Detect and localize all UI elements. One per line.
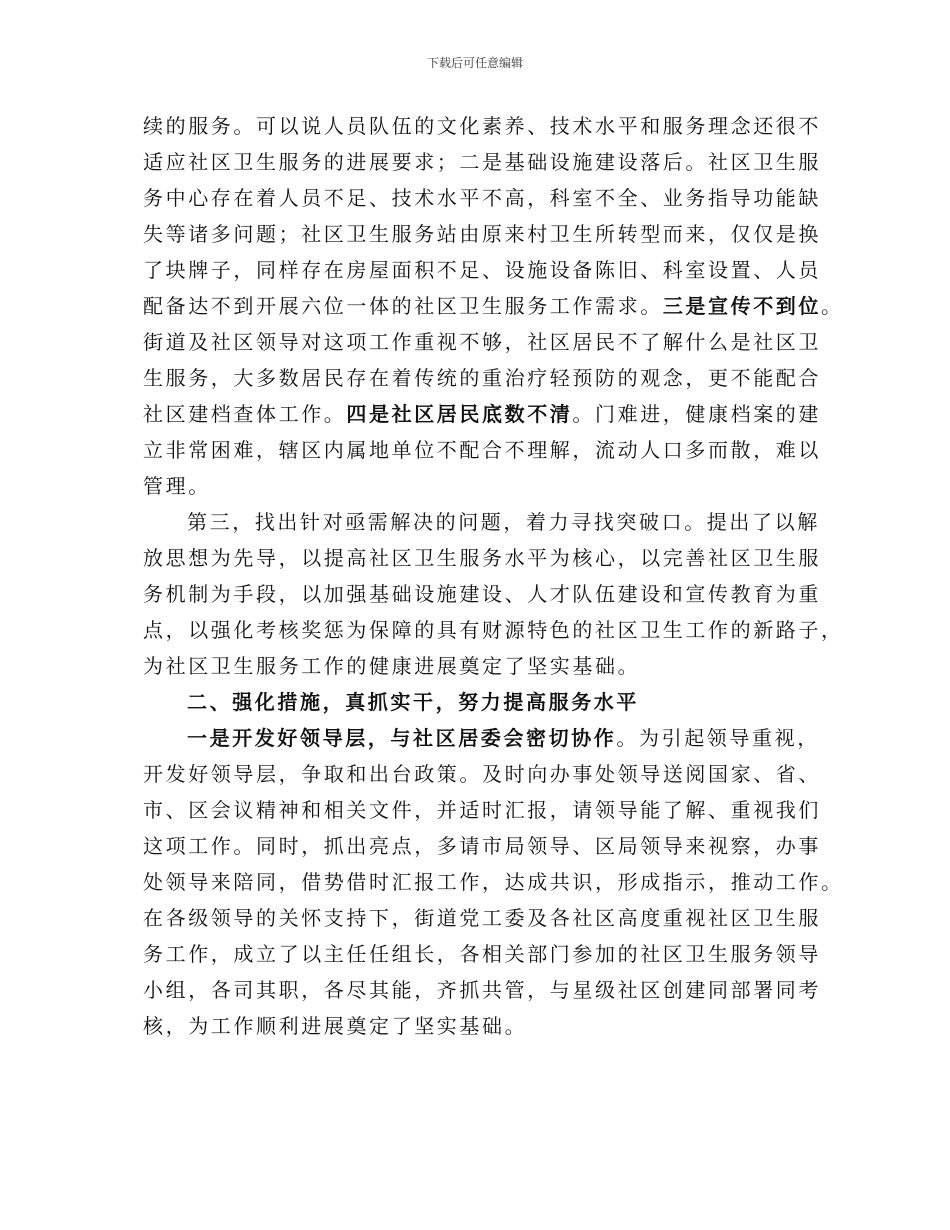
text-line <box>143 396 823 432</box>
text-segment: 了块牌子，同样存在房屋面积不足、设施设备陈旧、科室设置、人员 <box>143 258 821 282</box>
page-header: 下载后可任意编辑 <box>426 56 523 70</box>
bold-text-segment: 四是社区居民底数不清 <box>346 402 573 426</box>
text-segment: 务工作，成立了以主任任组长，各相关部门参加的社区卫生服务领导 <box>143 942 821 966</box>
text-line <box>143 432 823 468</box>
text-segment: 小组，各司其职，各尽其能，齐抓共管，与星级社区创建同部署同考 <box>143 978 821 1002</box>
text-segment: 街道及社区领导对这项工作重视不够，社区居民不了解什么是社区卫 <box>143 330 821 354</box>
text-segment: 续的服务。可以说人员队伍的文化素养、技术水平和服务理念还很不 <box>143 114 821 138</box>
text-line <box>143 720 823 756</box>
text-line <box>143 324 823 360</box>
text-line <box>143 900 823 936</box>
text-segment: 开发好领导层，争取和出台政策。及时向办事处领导送阅国家、省、 <box>143 762 821 786</box>
text-segment: 核，为工作顺利进展奠定了坚实基础。 <box>143 1014 528 1038</box>
text-line <box>143 180 823 216</box>
text-segment: 适应社区卫生服务的进展要求；二是基础设施建设落后。社区卫生服 <box>143 150 821 174</box>
text-segment: 第三，找出针对亟需解决的问题，着力寻找突破口。提出了以解 <box>187 510 820 534</box>
text-line <box>143 540 823 576</box>
text-segment: 失等诸多问题；社区卫生服务站由原来村卫生所转型而来，仅仅是换 <box>143 222 821 246</box>
text-segment: 生服务，大多数居民存在着传统的重治疗轻预防的观念，更不能配合 <box>143 366 821 390</box>
bold-text-segment: 一是开发好领导层，与社区居委会密切协作 <box>187 726 617 750</box>
text-segment: 这项工作。同时，抓出亮点，多请市局领导、区局领导来视察，办事 <box>143 834 821 858</box>
text-line <box>143 252 823 288</box>
text-segment: 配备达不到开展六位一体的社区卫生服务工作需求。 <box>143 294 663 318</box>
text-line <box>143 216 823 252</box>
text-segment: 社区建档查体工作。 <box>143 402 347 426</box>
text-line <box>143 756 823 792</box>
text-segment: 。 <box>821 294 844 318</box>
document-body <box>143 108 844 1044</box>
text-line <box>143 828 823 864</box>
text-segment: 在各级领导的关怀支持下，街道党工委及各社区高度重视社区卫生服 <box>143 906 821 930</box>
text-line <box>143 792 823 828</box>
text-line <box>143 972 823 1008</box>
text-line <box>143 612 844 648</box>
text-segment: 务机制为手段，以加强基础设施建设、人才队伍建设和宣传教育为重 <box>143 582 821 606</box>
bold-text-segment: 二、强化措施，真抓实干，努力提高服务水平 <box>187 690 639 714</box>
text-segment: 点，以强化考核奖惩为保障的具有财源特色的社区卫生工作的新路子， <box>143 618 844 642</box>
text-line <box>143 360 823 396</box>
text-line <box>143 468 823 504</box>
text-segment: 务中心存在着人员不足、技术水平不高，科室不全、业务指导功能缺 <box>143 186 821 210</box>
text-line <box>143 684 823 720</box>
text-segment: 为社区卫生服务工作的健康进展奠定了坚实基础。 <box>143 654 641 678</box>
text-segment: 。为引起领导重视， <box>616 726 820 750</box>
text-segment: 处领导来陪同，借势借时汇报工作，达成共识，形成指示，推动工作。 <box>143 870 844 894</box>
text-line <box>143 1008 823 1044</box>
text-segment: 管理。 <box>143 474 211 498</box>
text-line <box>143 504 823 540</box>
text-line <box>143 864 844 900</box>
text-segment: 市、区会议精神和相关文件，并适时汇报，请领导能了解、重视我们 <box>143 798 821 822</box>
text-line <box>143 648 823 684</box>
text-line <box>143 144 823 180</box>
text-line <box>143 108 823 144</box>
text-line <box>143 936 823 972</box>
text-line <box>143 288 844 324</box>
text-line <box>143 576 823 612</box>
bold-text-segment: 三是宣传不到位 <box>662 294 822 318</box>
text-segment: 放思想为先导，以提高社区卫生服务水平为核心，以完善社区卫生服 <box>143 546 821 570</box>
text-segment: 。门难进，健康档案的建 <box>572 402 822 426</box>
text-segment: 立非常困难，辖区内属地单位不配合不理解，流动人口多而散，难以 <box>143 438 821 462</box>
